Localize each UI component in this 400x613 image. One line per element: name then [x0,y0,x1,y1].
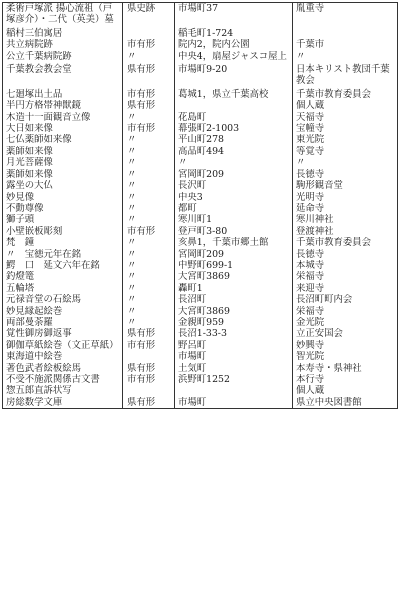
name-cell: 梵 鐘 [3,237,123,248]
table-row [3,363,398,374]
owner-cell: 智光院 [293,351,398,362]
table-row [3,249,398,260]
owner-cell: 〃 [293,51,398,62]
owner-cell: 長沼町町内会 [293,294,398,305]
name-cell: 両部曼荼羅 [3,317,123,328]
designation-cell: 県有形 [123,62,175,87]
owner-cell: 寒川神社 [293,214,398,225]
designation-cell: 市有形 [123,374,175,385]
table-body [3,3,398,409]
location-cell: 長沼町 [175,294,293,305]
table-row [3,260,398,271]
owner-cell: 等覚寺 [293,146,398,157]
owner-cell: 長徳寺 [293,169,398,180]
designation-cell: 〃 [123,112,175,123]
table-row [3,62,398,87]
table-row [3,374,398,385]
designation-cell: 〃 [123,169,175,180]
owner-cell: 駒形観音堂 [293,180,398,191]
location-cell: 平山町278 [175,134,293,145]
table-row [3,340,398,351]
name-cell: 惣五郎直訴状写 [3,385,123,396]
location-cell: 寒川町1 [175,214,293,225]
name-cell: 不動尊像 [3,203,123,214]
name-cell: 獅子頭 [3,214,123,225]
name-cell: 東海道中絵巻 [3,351,123,362]
designation-cell: 県有形 [123,363,175,374]
owner-cell: 妙興寺 [293,340,398,351]
name-cell: 薬師如来像 [3,169,123,180]
location-cell: 院内2，院内公園 [175,39,293,50]
table-row [3,39,398,50]
location-cell: 土気町 [175,363,293,374]
owner-cell: 立正安国会 [293,328,398,339]
owner-cell: 千葉市 [293,39,398,50]
name-cell: 元禄音堂の石絵馬 [3,294,123,305]
location-cell: 市場町37 [175,3,293,26]
table-row [3,192,398,203]
location-cell: 轟町1 [175,283,293,294]
table-row [3,351,398,362]
designation-cell: 〃 [123,214,175,225]
location-cell: 稲毛町1-724 [175,26,293,39]
name-cell: 半円方格帯神獣鏡 [3,100,123,111]
owner-cell [293,26,398,39]
designation-cell: 〃 [123,294,175,305]
name-cell: 大日如来像 [3,123,123,134]
table-row [3,180,398,191]
name-cell: 柔術戸塚派 揚心流祖（戸塚彦介）・二代（英美）墓 [3,3,123,26]
table-row [3,294,398,305]
table-row [3,203,398,214]
document-page [2,2,397,610]
location-cell: 中央3 [175,192,293,203]
location-cell: 登戸町3-80 [175,226,293,237]
table-row [3,134,398,145]
designation-cell: 〃 [123,317,175,328]
location-cell: 花島町 [175,112,293,123]
owner-cell: 胤重寺 [293,3,398,26]
owner-cell: 個人蔵 [293,100,398,111]
location-cell [175,385,293,396]
location-cell: 〃 [175,157,293,168]
owner-cell: 日本キリスト教団千葉教会 [293,62,398,87]
table-row [3,157,398,168]
location-cell: 幕張町2-1003 [175,123,293,134]
designation-cell: 県有形 [123,100,175,111]
designation-cell: 〃 [123,134,175,145]
designation-cell: 市有形 [123,340,175,351]
name-cell: 公立千葉病院跡 [3,51,123,62]
owner-cell: 天福寺 [293,112,398,123]
name-cell: 薬師如来像 [3,146,123,157]
table-row [3,87,398,100]
owner-cell: 金光院 [293,317,398,328]
designation-cell: 〃 [123,180,175,191]
table-row [3,317,398,328]
location-cell: 野呂町 [175,340,293,351]
owner-cell: 本城寺 [293,260,398,271]
name-cell: 妙見像 [3,192,123,203]
name-cell: 〃 宝徳元年在銘 [3,249,123,260]
table-row [3,306,398,317]
table-row [3,397,398,409]
location-cell [175,100,293,111]
name-cell: 露坐の大仏 [3,180,123,191]
location-cell: 中野町699-1 [175,260,293,271]
table-row [3,271,398,282]
location-cell: 市場町 [175,351,293,362]
name-cell: 小壁嵌板彫刻 [3,226,123,237]
designation-cell: 〃 [123,271,175,282]
owner-cell: 長徳寺 [293,249,398,260]
location-cell: 都町 [175,203,293,214]
designation-cell: 市有形 [123,123,175,134]
designation-cell: 〃 [123,260,175,271]
table-row [3,226,398,237]
name-cell: 著色武者絵板絵馬 [3,363,123,374]
designation-cell [123,26,175,39]
owner-cell: 延命寺 [293,203,398,214]
location-cell: 中央4，扇屋ジャスコ屋上 [175,51,293,62]
name-cell: 七廻塚出土品 [3,87,123,100]
table-row [3,26,398,39]
table-row [3,169,398,180]
designation-cell: 〃 [123,237,175,248]
location-cell: 金親町959 [175,317,293,328]
location-cell: 市場町9-20 [175,62,293,87]
name-cell: 妙見縁起絵巻 [3,306,123,317]
table-row [3,3,398,26]
designation-cell: 〃 [123,51,175,62]
name-cell: 釣燈篭 [3,271,123,282]
table-row [3,123,398,134]
location-cell: 市場町 [175,397,293,409]
table-row [3,146,398,157]
name-cell: 木造十一面観音立像 [3,112,123,123]
location-cell: 長沢町 [175,180,293,191]
owner-cell: 栄福寺 [293,271,398,282]
designation-cell: 〃 [123,157,175,168]
table-row [3,214,398,225]
name-cell: 鰐 口 延文六年在銘 [3,260,123,271]
owner-cell: 千葉市教育委員会 [293,237,398,248]
owner-cell: 本寿寺・県神社 [293,363,398,374]
designation-cell: 〃 [123,192,175,203]
designation-cell: 県有形 [123,397,175,409]
designation-cell: 市有形 [123,39,175,50]
table-row [3,237,398,248]
location-cell: 宮岡町209 [175,249,293,260]
owner-cell: 〃 [293,157,398,168]
table-row [3,112,398,123]
name-cell: 七仏薬師如来像 [3,134,123,145]
location-cell: 大宮町3869 [175,271,293,282]
designation-cell: 〃 [123,203,175,214]
name-cell: 覚性御房御返事 [3,328,123,339]
owner-cell: 千葉市教育委員会 [293,87,398,100]
designation-cell: 県史跡 [123,3,175,26]
location-cell: 大宮町3869 [175,306,293,317]
owner-cell: 光明寺 [293,192,398,203]
designation-cell: 市有形 [123,226,175,237]
name-cell: 月光菩薩像 [3,157,123,168]
table-row [3,328,398,339]
designation-cell: 〃 [123,306,175,317]
location-cell: 亥鼻1，千葉市郷土館 [175,237,293,248]
owner-cell: 県立中央図書館 [293,397,398,409]
name-cell: 共立病院跡 [3,39,123,50]
name-cell: 房総数学文庫 [3,397,123,409]
designation-cell [123,385,175,396]
name-cell: 千葉教会教会堂 [3,62,123,87]
location-cell: 浜野町1252 [175,374,293,385]
owner-cell: 登渡神社 [293,226,398,237]
designation-cell [123,351,175,362]
name-cell: 五輪塔 [3,283,123,294]
location-cell: 宮岡町209 [175,169,293,180]
designation-cell: 市有形 [123,87,175,100]
designation-cell: 〃 [123,146,175,157]
cultural-properties-table [2,2,398,409]
location-cell: 葛城1，県立千葉高校 [175,87,293,100]
name-cell: 御伽草紙絵巻（文正草紙） [3,340,123,351]
table-row [3,100,398,111]
owner-cell: 宝幢寺 [293,123,398,134]
name-cell: 稲村三伯寓居 [3,26,123,39]
owner-cell: 栄福寺 [293,306,398,317]
designation-cell: 〃 [123,249,175,260]
owner-cell: 個人蔵 [293,385,398,396]
table-row [3,283,398,294]
location-cell: 長沼1-33-3 [175,328,293,339]
table-row [3,51,398,62]
owner-cell: 東光院 [293,134,398,145]
location-cell: 高品町494 [175,146,293,157]
designation-cell: 県有形 [123,328,175,339]
owner-cell: 来迎寺 [293,283,398,294]
owner-cell: 本行寺 [293,374,398,385]
name-cell: 不受不施派関係古文書 [3,374,123,385]
table-row [3,385,398,396]
designation-cell: 〃 [123,283,175,294]
